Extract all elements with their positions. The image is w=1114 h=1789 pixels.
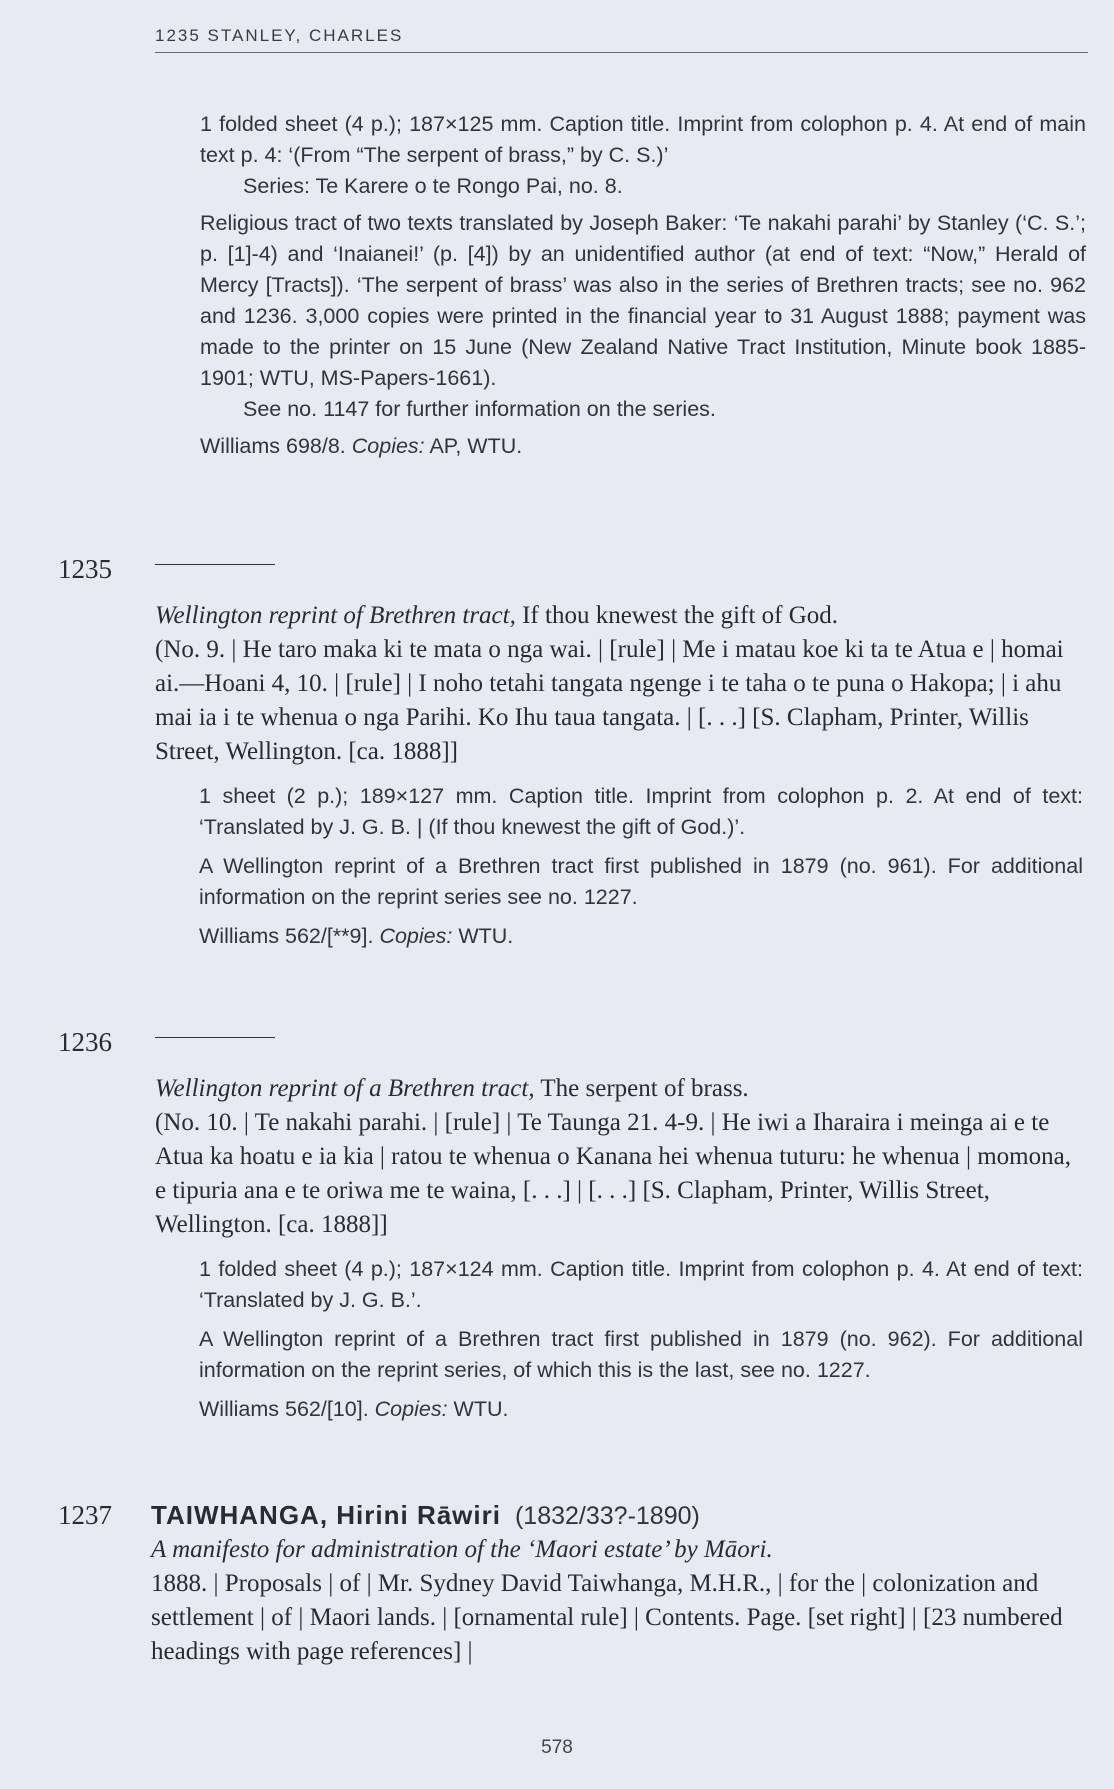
entry-1237 bbox=[151, 1500, 1083, 1669]
page-number: 578 bbox=[541, 1737, 573, 1758]
title-rest: If thou knewest the gift of God. bbox=[515, 602, 839, 629]
references-text: Williams 562/[**9]. bbox=[199, 924, 374, 948]
note: A Wellington reprint of a Brethren tract first published in 1879 (no. 962). For additional information on the reprint series, of which this is the last, see no. 1227. bbox=[199, 1327, 1083, 1382]
prev-collation: 1 folded sheet (4 p.); 187×125 mm. Caption title. Imprint from colophon p. 4. At end of main text p. 4: ‘(From “The serpent of brass,” by C. S.)’ bbox=[200, 112, 1086, 167]
copies-label: Copies: bbox=[379, 924, 453, 948]
collation: 1 sheet (2 p.); 189×127 mm. Caption title. Imprint from colophon p. 2. At end of text: ‘Translated by J. G. B. | (If thou knewest the gift of God.)’. bbox=[199, 784, 1083, 839]
title-rest: The serpent of brass. bbox=[534, 1075, 749, 1102]
copies-label: Copies: bbox=[374, 1397, 448, 1421]
references bbox=[199, 1394, 1083, 1425]
copies-label: Copies: bbox=[351, 434, 425, 458]
entry-1235 bbox=[155, 555, 1083, 960]
title-transcription: (No. 10. | Te nakahi parahi. | [rule] | Te Taunga 21. 4-9. | He iwi a Iharaira i meinga ai e te Atua ka hoatu e ia kia | ratou te whenua o Kanana hei whenua tuturu: he whenua | momona, e tipuria ana e te oriwa me te waina, [. . .] | [. . .] [S. Clapham, Printer, Willis Street, Wellington. [ca. 1888]] bbox=[155, 1109, 1071, 1238]
ditto-dash bbox=[155, 564, 275, 565]
copies-value: AP, WTU. bbox=[429, 434, 523, 458]
entry-title bbox=[155, 599, 1083, 633]
title-italic: Wellington reprint of a Brethren tract, bbox=[155, 1075, 535, 1102]
references bbox=[199, 921, 1083, 952]
entry-title bbox=[155, 1072, 1083, 1106]
author-dates: (1832/33?-1890) bbox=[514, 1502, 700, 1530]
note: A Wellington reprint of a Brethren tract first published in 1879 (no. 961). For additional information on the reprint series see no. 1227. bbox=[199, 854, 1083, 909]
entry-number: 1236 bbox=[58, 1027, 112, 1057]
author-heading: TAIWHANGA, Hirini Rāwiri bbox=[151, 1500, 501, 1530]
title-italic: A manifesto for administration of the ‘Maori estate’ by Māori. bbox=[151, 1536, 773, 1563]
copies-value: WTU. bbox=[458, 924, 514, 948]
title-italic: Wellington reprint of Brethren tract, bbox=[155, 602, 516, 629]
title-transcription: (No. 9. | He taro maka ki te mata o nga wai. | [rule] | Me i matau koe ki ta te Atua e | homai ai.—Hoani 4, 10. | [rule] | I noho tetahi tangata ngenge i te taha o te puna o Hakopa; | i ahu mai ia i te whenua o nga Parihi. Ko Ihu taua tangata. | [. . .] [S. Clapham, Printer, Willis Street, Wellington. [ca. 1888]] bbox=[155, 636, 1064, 765]
prev-see-note: See no. 1147 for further information on the series. bbox=[243, 397, 716, 421]
references-text: Williams 562/[10]. bbox=[199, 1397, 369, 1421]
title-transcription: 1888. | Proposals | of | Mr. Sydney David Taiwhanga, M.H.R., | for the | colonization and settlement | of | Maori lands. | [ornamental rule] | Contents. Page. [set right] | [23 numbered headings with page references] | bbox=[151, 1570, 1063, 1665]
entry-title bbox=[151, 1533, 1083, 1567]
running-head: 1235 STANLEY, CHARLES bbox=[155, 26, 1088, 53]
copies-value: WTU. bbox=[453, 1397, 509, 1421]
references-text: Williams 698/8. bbox=[200, 434, 346, 458]
prev-series: Series: Te Karere o te Rongo Pai, no. 8. bbox=[243, 174, 623, 198]
entry-number: 1235 bbox=[58, 554, 112, 584]
prev-note: Religious tract of two texts translated by Joseph Baker: ‘Te nakahi parahi’ by Stanley (‘C. S.’; p. [1]-4) and ‘Inaianei!’ (p. [4]) by an unidentified author (at end of text: “Now,” Herald of Mercy [Tracts]). ‘The serpent of brass’ was also in the series of Brethren tracts; see no. 962 and 1236. 3,000 copies were printed in the financial year to 31 August 1888; payment was made to the printer on 15 June (New Zealand Native Tract Institution, Minute book 1885-1901; WTU, MS-Papers-1661). bbox=[200, 211, 1086, 390]
ditto-dash bbox=[155, 1037, 275, 1038]
entry-1236 bbox=[155, 1028, 1083, 1433]
entry-number: 1237 bbox=[58, 1500, 112, 1530]
prev-entry bbox=[200, 109, 1086, 470]
prev-references bbox=[200, 431, 1086, 462]
collation: 1 folded sheet (4 p.); 187×124 mm. Caption title. Imprint from colophon p. 4. At end of text: ‘Translated by J. G. B.’. bbox=[199, 1257, 1083, 1312]
